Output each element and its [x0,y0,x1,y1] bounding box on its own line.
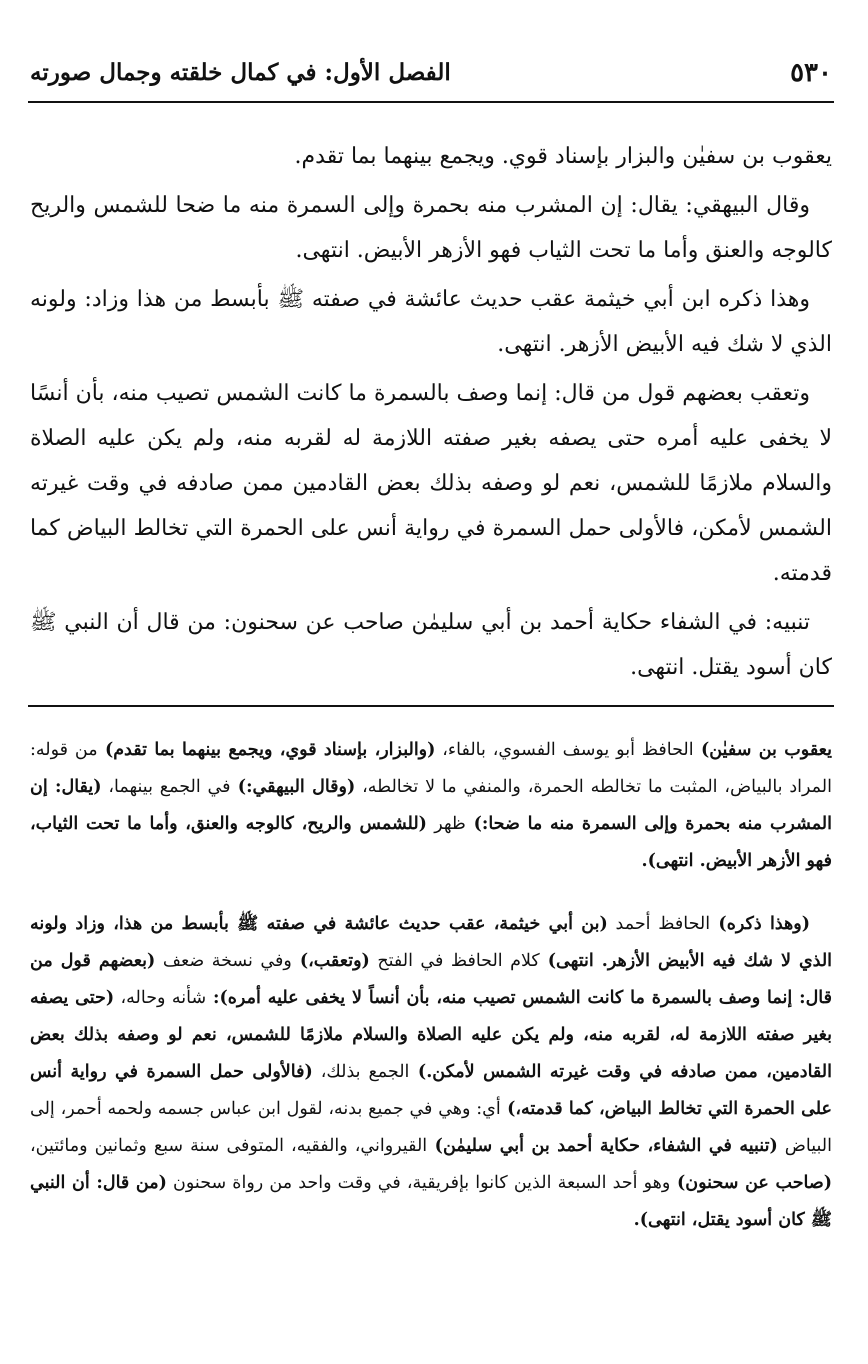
chapter-title: الفصل الأول: في كمال خلقته وجمال صورته [30,59,451,86]
quoted-text-segment: (صاحب عن سحنون) [670,1173,832,1193]
quoted-text-segment: (للشمس والريح، كالوجه والعنق، وأما ما تحت الثياب، فهو الأزهر الأبيض. انتهى). [30,814,832,871]
quoted-text-segment: (فالأولى حمل السمرة في رواية أنس على الحمرة التي تخالط البياض، كما قدمته،) [30,1062,832,1119]
main-paragraph-3: وهذا ذكره ابن أبي خيثمة عقب حديث عائشة في صفته ﷺ بأبسط من هذا وزاد: ولونه الذي لا شك فيه الأبيض الأزهر. انتهى. [30,287,832,357]
quoted-text-segment: (وهذا ذكره) [710,914,810,934]
quoted-text-segment: (تنبيه في الشفاء، حكاية أحمد بن أبي سليمٰن) [427,1136,778,1156]
main-paragraph-1: يعقوب بن سفيٰن والبزار بإسناد قوي. ويجمع بينهما بما تقدم. [294,144,832,169]
explanation-segment: شأنه وحاله، [114,988,207,1008]
explanation-segment: وهو أحد السبعة الذين كانوا بإفريقية، في وقت واحد من رواة سحنون [166,1173,671,1193]
quoted-text-segment: (وتعقب،) [291,951,370,971]
page-number: ٥٣٠ [790,58,832,88]
explanation-segment: كلام الحافظ في الفتح [369,951,540,971]
main-text [30,134,832,694]
commentary-paragraph-1 [30,732,832,880]
main-paragraph-4: وتعقب بعضهم قول من قال: إنما وصف بالسمرة ما كانت الشمس تصيب منه، بأن أنسًا لا يخفى عليه أمره حتى يصفه بغير صفته اللازمة له لقربه منه، ولم يكن عليه الصلاة والسلام ملازمًا للشمس، نعم لو وصفه بذلك بعض القادمين ممن صادفه في وقت غيرته الشمس لأمكن، فالأولى حمل السمرة في رواية أنس على الحمرة التي تخالط البياض كما قدمته. [30,381,832,586]
quoted-text-segment: (بن أبي خيثمة، عقب حديث عائشة في صفته ﷺ بأبسط من هذا، وزاد ولونه الذي لا شك فيه الأبيض الأزهر. انتهى) [30,914,833,971]
commentary-paragraph-2 [30,906,832,1239]
quoted-text-segment: (بعضهم قول من قال: إنما وصف بالسمرة ما كانت الشمس تصيب منه، بأن أنساً لا يخفى عليه أمره): [30,951,833,1008]
commentary-divider [28,705,834,707]
page-header [30,52,832,96]
explanation-segment: وفي نسخة ضعف [155,951,292,971]
explanation-segment: من قوله: المراد بالبياض، المثبت ما تخالطه الحمرة، والمنفي ما لا تخالطه، [30,740,832,797]
explanation-segment: القيرواني، والفقيه، المتوفى سنة سبع وثمانين ومائتين، [30,1136,428,1156]
quoted-text-segment: يعقوب بن سفيٰن) [693,740,832,760]
quoted-text-segment: (والبزار، بإسناد قوي، ويجمع بينهما بما تقدم) [97,740,436,760]
commentary-text [30,732,832,1265]
quoted-text-segment: (من قال: أن النبي ﷺ كان أسود يقتل، انتهى). [30,1173,832,1230]
explanation-segment: في الجمع بينهما، [101,777,231,797]
explanation-segment: ظهر [426,814,466,834]
explanation-segment: الجمع بذلك، [312,1062,410,1082]
explanation-segment: الحافظ أبو يوسف الفسوي، بالفاء، [435,740,694,760]
explanation-segment: أي: وهي في جميع بدنه، لقول ابن عباس جسمه ولحمه أحمر، إلى البياض [30,1099,832,1156]
explanation-segment: الحافظ أحمد [607,914,711,934]
main-paragraph-2: وقال البيهقي: يقال: إن المشرب منه بحمرة وإلى السمرة منه ما ضحا للشمس والريح كالوجه والعنق وأما ما تحت الثياب فهو الأزهر الأبيض. انتهى. [30,193,832,263]
header-divider [28,101,834,103]
quoted-text-segment: (يقال: إن المشرب منه بحمرة وإلى السمرة منه ما ضحا:) [30,777,833,834]
quoted-text-segment: (حتى يصفه بغير صفته اللازمة له، لقربه منه، ولم يكن عليه الصلاة والسلام ملازمًا للشمس، نعم لو وصفه بذلك بعض القادمين، ممن صادفه في وقت غيرته الشمس لأمكن.) [30,988,832,1082]
main-paragraph-5: تنبيه: في الشفاء حكاية أحمد بن أبي سليمٰن صاحب عن سحنون: من قال أن النبي ﷺ كان أسود يقتل. انتهى. [30,610,832,680]
quoted-text-segment: (وقال البيهقي:) [230,777,356,797]
